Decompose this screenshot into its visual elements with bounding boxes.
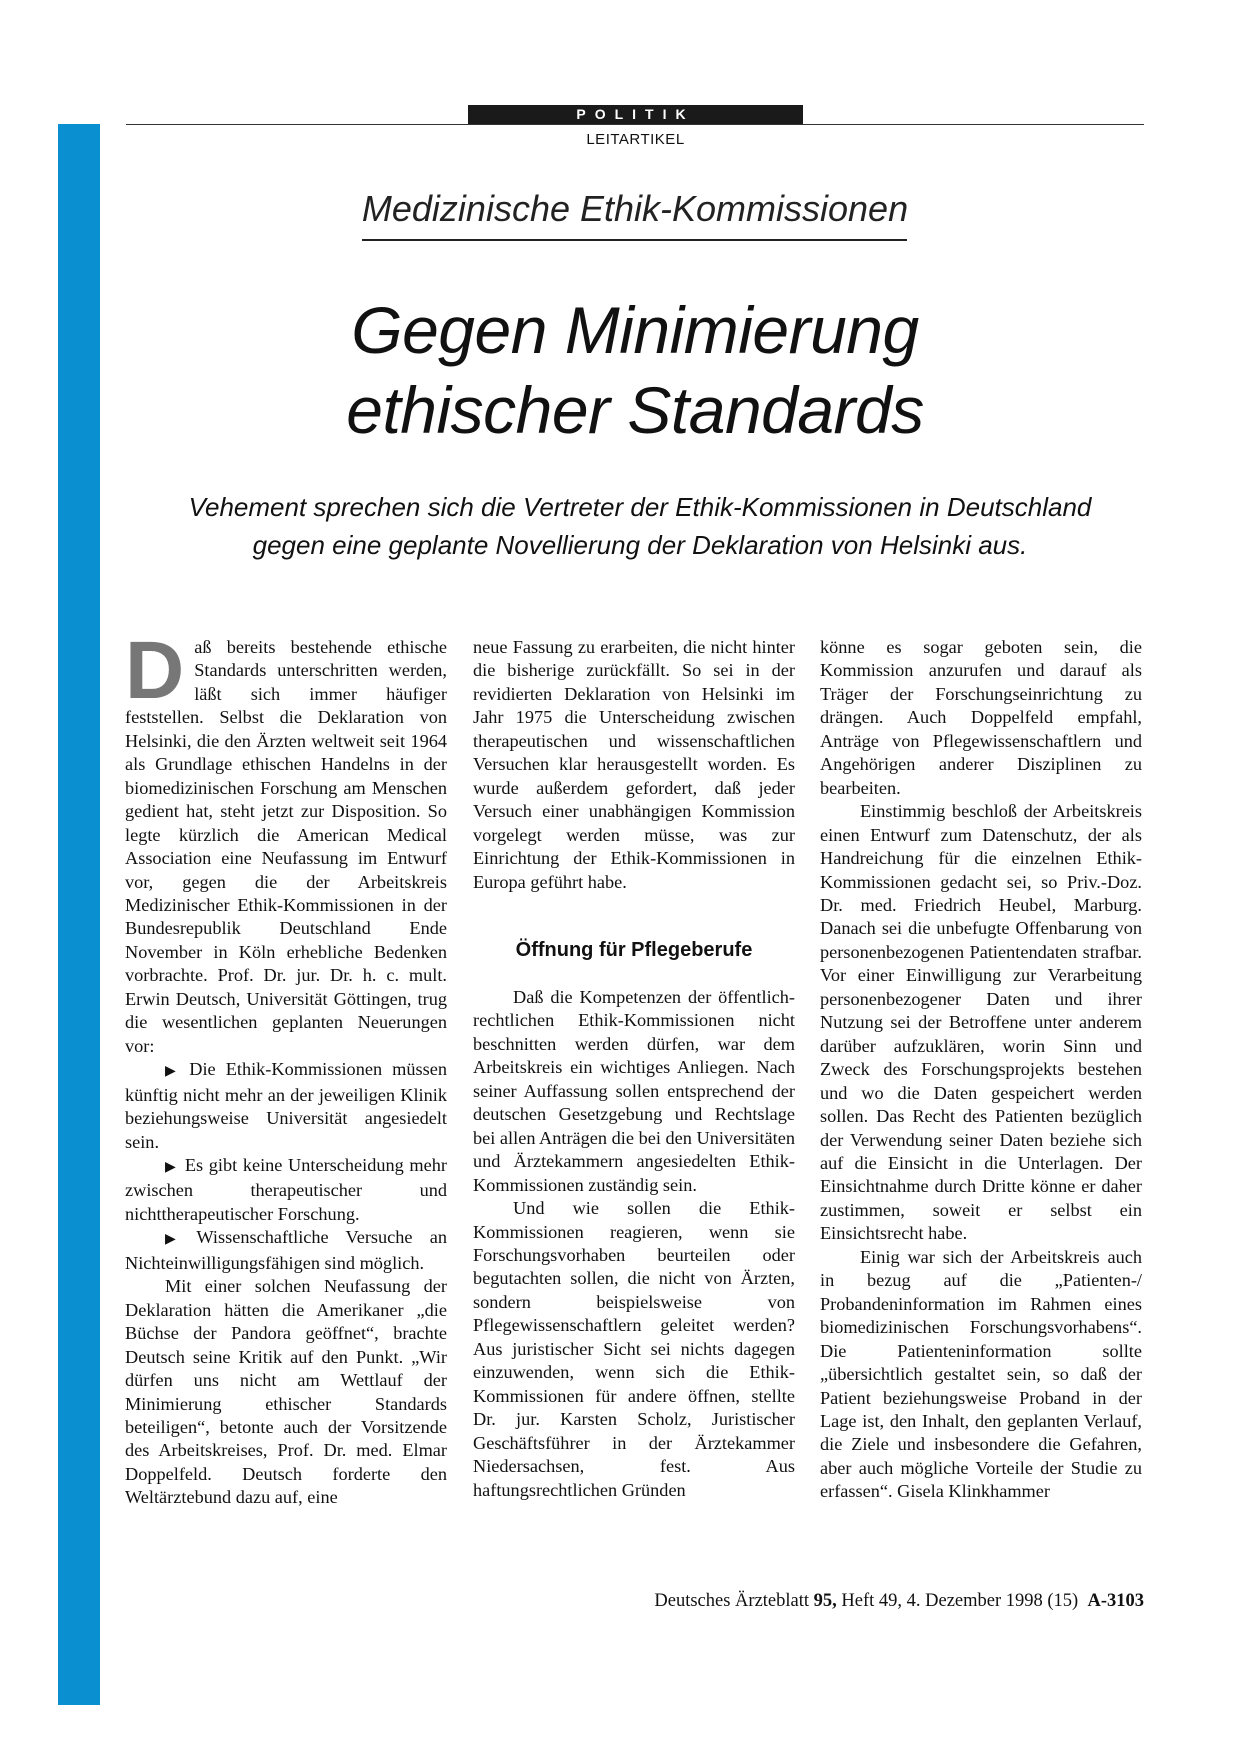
bullet-text: Wissenschaftliche Versuche an Nichteinwilligungsfähigen sind möglich.	[125, 1227, 447, 1273]
volume-number: 95,	[813, 1591, 837, 1611]
header-rule	[126, 124, 1144, 125]
author-byline: Gisela Klinkhammer	[897, 1481, 1050, 1502]
bullet-item	[125, 1226, 447, 1275]
headline-line-1: Gegen Minimierung	[351, 293, 919, 367]
bullet-text: Die Ethik-Kommissionen müssen künftig nicht mehr an der jeweiligen Klinik beziehungsweise Universität angesiedelt sein.	[125, 1059, 447, 1152]
article-lead	[120, 488, 1160, 564]
section-subheading: Öffnung für Pflegeberufe	[515, 938, 753, 961]
bullet-text: Es gibt keine Unterscheidung mehr zwischen therapeutischer und nichttherapeutischer Forschung.	[125, 1154, 447, 1224]
lead-line-2: gegen eine geplante Novellierung der Deklaration von Helsinki aus.	[252, 530, 1028, 560]
triangle-bullet-icon: ▶	[165, 1064, 182, 1080]
triangle-bullet-icon: ▶	[165, 1232, 189, 1248]
bullet-item	[125, 1058, 447, 1154]
bullet-item	[125, 1154, 447, 1226]
paragraph: neue Fassung zu erarbeiten, die nicht hinter die bisherige zurückfällt. So sei in der revidierten Deklaration von Helsinki im Jahr 1975 die Unterscheidung zwischen therapeutischen und wissenschaftlichen Versuchen klar herausgestellt worden. Es wurde außerdem gefordert, daß jeder Versuch einer unabhängigen Kommission vorgelegt werden müsse, was zur Einrichtung der Ethik-Kommissionen in Europa geführt habe.	[473, 637, 795, 892]
paragraph: Einstimmig beschloß der Arbeitskreis einen Entwurf zum Datenschutz, der als Handreichung für die einzelnen Ethik-Kommissionen gedacht sei, so Priv.-Doz. Dr. med. Friedrich Heubel, Marburg. Danach sei die unbefugte Offenbarung von personenbezogenen Patientendaten strafbar. Vor einer Einwilligung zur Verarbeitung personenbezogener Daten und ihrer Nutzung sei der Betroffene unter anderem darüber aufzuklären, worin Sinn und Zweck des Forschungsprojekts bestehen und wo die Daten gespeichert werden sollen. Das Recht des Patienten bezüglich der Verwendung seiner Daten beziehe sich auf die Einsicht in die Unterlagen. Der Einsichtnahme durch Dritte könne er daher zustimmen, soweit er selbst ein Einsichtsrecht habe.	[820, 801, 1142, 1244]
drop-cap: D	[125, 625, 185, 716]
issue-date: Heft 49, 4. Dezember 1998 (15)	[841, 1591, 1079, 1611]
paragraph	[820, 1246, 1142, 1504]
headline-line-2: ethischer Standards	[346, 373, 924, 447]
paragraph: könne es sogar geboten sein, die Kommission anzurufen und darauf als Träger der Forschungseinrichtung zu drängen. Auch Doppelfeld empfahl, Anträge von Pflegewissenschaftlern und Angehörigen anderer Disziplinen zu bearbeiten.	[820, 637, 1142, 798]
subsection-label: LEITARTIKEL	[586, 131, 685, 148]
triangle-bullet-icon: ▶	[165, 1159, 177, 1175]
section-label: POLITIK	[468, 105, 803, 124]
paragraph: Mit einer solchen Neufassung der Deklaration hätten die Amerikaner „die Büchse der Pandora geöffnet“, brachte Deutsch seine Kritik auf den Punkt. „Wir dürfen uns nicht am Wettlauf der Minimierung ethischer Standards beteiligen“, betonte auch der Vorsitzende des Arbeitskreises, Prof. Dr. med. Elmar Doppelfeld. Deutsch forderte den Weltärztebund dazu auf, eine	[125, 1276, 447, 1508]
paragraph: Und wie sollen die Ethik-Kommissionen reagieren, wenn sie Forschungsvorhaben beurteilen oder begutachten sollen, die nicht von Ärzten, sondern beispielsweise von Pflegewissenschaftlern geleitet werden? Aus juristischer Sicht sei nichts dagegen einzuwenden, wenn sich die Ethik-Kommissionen für andere öffnen, stellte Dr. jur. Karsten Scholz, Juristischer Geschäftsführer in der Ärztekammer Niedersachsen, fest. Aus haftungsrechtlichen Gründen	[473, 1198, 795, 1500]
page-number: A-3103	[1087, 1591, 1144, 1611]
lead-line-1: Vehement sprechen sich die Vertreter der Ethik-Kommissionen in Deutschland	[188, 492, 1092, 522]
page-footer	[560, 1591, 1144, 1612]
accent-sidebar-bar	[58, 124, 100, 1705]
paragraph	[125, 625, 447, 1058]
paragraph: Daß die Kompetenzen der öffentlich-rechtlichen Ethik-Kommissionen nicht beschnitten werden dürfen, war dem Arbeitskreis ein wichtiges Anliegen. Nach seiner Auffassung sollen entsprechend der deutschen Gesetzgebung und Rechtslage bei allen Anträgen die bei den Universitäten und Ärztekammern angesiedelten Ethik-Kommissionen zuständig sein.	[473, 986, 795, 1195]
kicker-underline	[362, 239, 907, 241]
article-column-1	[125, 625, 447, 1596]
article-kicker: Medizinische Ethik-Kommissionen	[361, 188, 909, 229]
article-headline	[150, 290, 1120, 450]
journal-name: Deutsches Ärzteblatt	[654, 1591, 810, 1611]
article-column-2	[473, 636, 795, 1596]
paragraph-text: aß bereits bestehende ethische Standards unterschritten werden, läßt sich immer häufiger feststellen. Selbst die Deklaration von Helsinki, die den Ärzten weltweit seit 1964 als Grundlage ethischen Handelns in der biomedizinischen Forschung am Menschen gedient hat, steht jetzt zur Disposition. So legte kürzlich die American Medical Association eine Neufassung im Entwurf vor, gegen die der Arbeitskreis Medizinischer Ethik-Kommissionen in der Bundesrepublik Deutschland Ende November in Köln erhebliche Bedenken vorbrachte. Prof. Dr. jur. Dr. h. c. mult. Erwin Deutsch, Universität Göttingen, trug die wesentlichen geplanten Neuerungen vor:	[125, 637, 447, 1056]
article-column-3	[820, 636, 1142, 1596]
paragraph-text: Einig war sich der Arbeitskreis auch in bezug auf die „Patienten-/ Probandeninformation im Rahmen eines biomedizinischen Forschungsvorhabens“. Die Patienteninformation sollte „übersichtlich gestaltet sein, so daß der Patient beziehungsweise Proband in der Lage ist, den Inhalt, den geplanten Verlauf, die Ziele und insbesondere die Gefahren, aber auch mögliche Vorteile der Studie zu erfassen“.	[820, 1246, 1142, 1502]
